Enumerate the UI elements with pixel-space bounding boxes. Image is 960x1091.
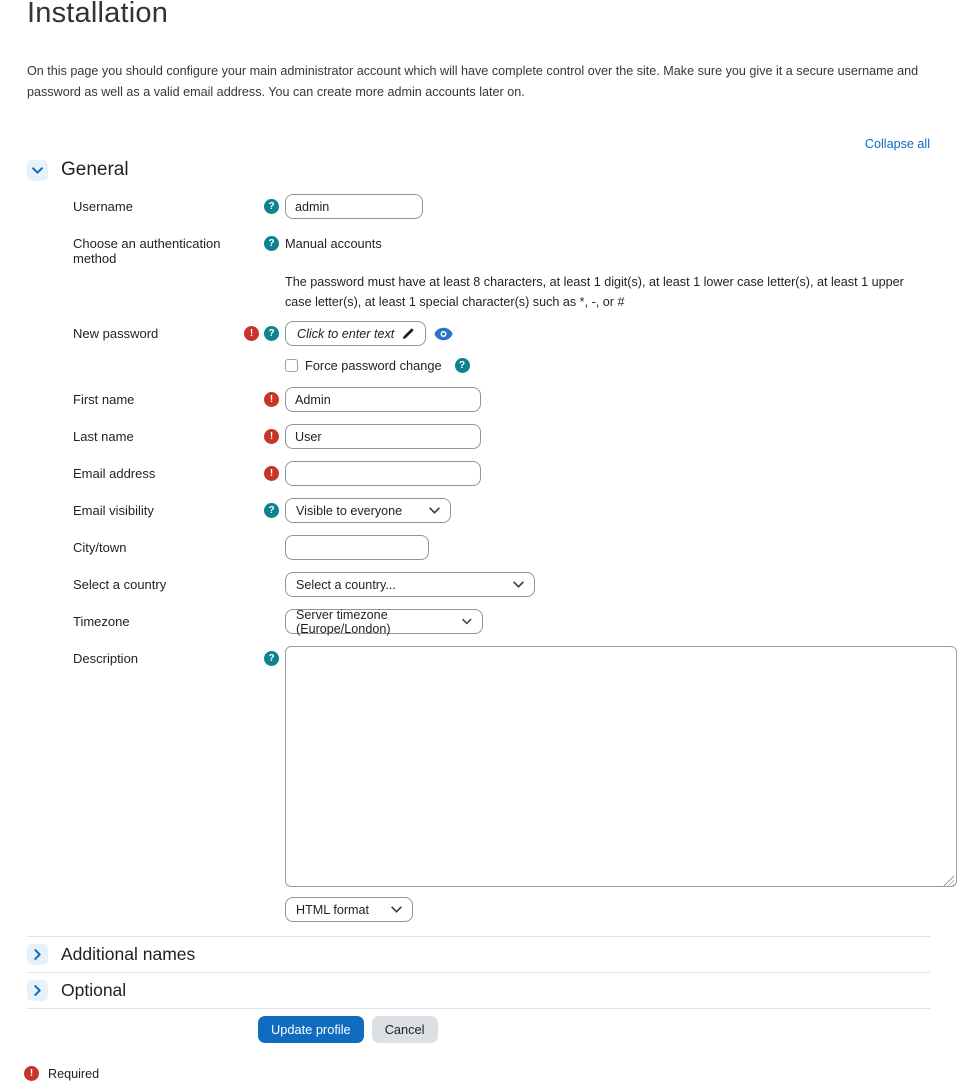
- timezone-value: Server timezone (Europe/London): [296, 607, 391, 636]
- help-icon[interactable]: ?: [264, 503, 279, 518]
- update-profile-button[interactable]: Update profile: [258, 1016, 364, 1043]
- section-optional-title: Optional: [61, 980, 127, 1000]
- first-name-row: [27, 387, 930, 412]
- help-icon[interactable]: ?: [455, 358, 470, 373]
- country-value: Select a country...: [296, 577, 396, 592]
- chevron-right-icon[interactable]: [27, 944, 48, 965]
- first-name-input[interactable]: [285, 387, 481, 412]
- required-icon: !: [24, 1066, 39, 1081]
- force-password-change-checkbox[interactable]: [285, 359, 298, 372]
- section-general-header: [27, 159, 930, 181]
- auth-method-label: Choose an authentication method: [73, 236, 221, 266]
- password-enter-button[interactable]: [285, 321, 426, 346]
- help-icon[interactable]: ?: [264, 651, 279, 666]
- country-label: Select a country: [73, 577, 167, 592]
- reveal-password-eye-icon[interactable]: [434, 327, 453, 341]
- password-enter-label: Click to enter text: [297, 326, 395, 341]
- email-visibility-value: Visible to everyone: [296, 503, 403, 518]
- chevron-down-icon: [462, 618, 472, 625]
- intro-text: On this page you should configure your main administrator account which will have complete control over the site. Make sure you give it a secure username and password as well as a valid email address. You can create more admin accounts later on.: [27, 64, 919, 99]
- force-password-change-label: Force password change: [305, 358, 442, 373]
- email-visibility-row: [27, 498, 930, 523]
- required-label: Required: [48, 1066, 100, 1081]
- required-icon: !: [264, 466, 279, 481]
- format-value: HTML format: [296, 902, 370, 917]
- email-label: Email address: [73, 466, 156, 481]
- auth-method-value: Manual accounts: [285, 236, 382, 251]
- form-actions: [27, 1008, 930, 1043]
- cancel-button[interactable]: Cancel: [372, 1016, 438, 1043]
- timezone-row: [27, 609, 930, 634]
- password-hint-row: [27, 272, 930, 312]
- country-select[interactable]: [285, 572, 535, 597]
- timezone-select[interactable]: [285, 609, 483, 634]
- section-additional-names[interactable]: [27, 936, 930, 972]
- new-password-row: [27, 321, 930, 346]
- city-label: City/town: [73, 540, 127, 555]
- city-input[interactable]: [285, 535, 429, 560]
- chevron-down-icon: [429, 507, 440, 514]
- email-visibility-label: Email visibility: [73, 503, 154, 518]
- last-name-input[interactable]: [285, 424, 481, 449]
- required-note: [24, 1066, 930, 1081]
- username-input[interactable]: [285, 194, 423, 219]
- username-row: [27, 194, 930, 219]
- help-icon[interactable]: ?: [264, 199, 279, 214]
- required-icon: !: [264, 429, 279, 444]
- section-additional-names-title: Additional names: [61, 944, 196, 964]
- collapse-all-row: [27, 135, 930, 153]
- email-visibility-select[interactable]: [285, 498, 451, 523]
- format-select[interactable]: [285, 897, 413, 922]
- email-input[interactable]: [285, 461, 481, 486]
- help-icon[interactable]: ?: [264, 236, 279, 251]
- description-label: Description: [73, 651, 139, 666]
- last-name-row: [27, 424, 930, 449]
- chevron-down-icon: [513, 581, 524, 588]
- pencil-icon: [402, 328, 414, 340]
- required-icon: !: [264, 392, 279, 407]
- description-textarea[interactable]: [285, 646, 957, 887]
- timezone-label: Timezone: [73, 614, 130, 629]
- chevron-down-icon: [391, 906, 402, 913]
- new-password-label: New password: [73, 326, 159, 341]
- section-optional[interactable]: [27, 972, 930, 1008]
- city-row: [27, 535, 930, 560]
- chevron-right-icon[interactable]: [27, 980, 48, 1001]
- auth-method-row: [27, 231, 930, 266]
- description-row: [27, 646, 930, 922]
- country-row: [27, 572, 930, 597]
- force-password-change-row: [27, 358, 930, 373]
- page-title: Installation: [27, 0, 169, 29]
- email-row: [27, 461, 930, 486]
- password-hint-text: The password must have at least 8 characters, at least 1 digit(s), at least 1 lower case letter(s), at least 1 upper case letter(s), at least 1 special character(s) such as *, -, or #: [285, 275, 904, 309]
- section-general-title: General: [61, 159, 129, 180]
- username-label: Username: [73, 199, 133, 214]
- last-name-label: Last name: [73, 429, 134, 444]
- help-icon[interactable]: ?: [264, 326, 279, 341]
- collapse-all-link[interactable]: Collapse all: [864, 137, 930, 151]
- chevron-down-icon[interactable]: [27, 160, 48, 181]
- first-name-label: First name: [73, 392, 135, 407]
- required-icon: !: [244, 326, 259, 341]
